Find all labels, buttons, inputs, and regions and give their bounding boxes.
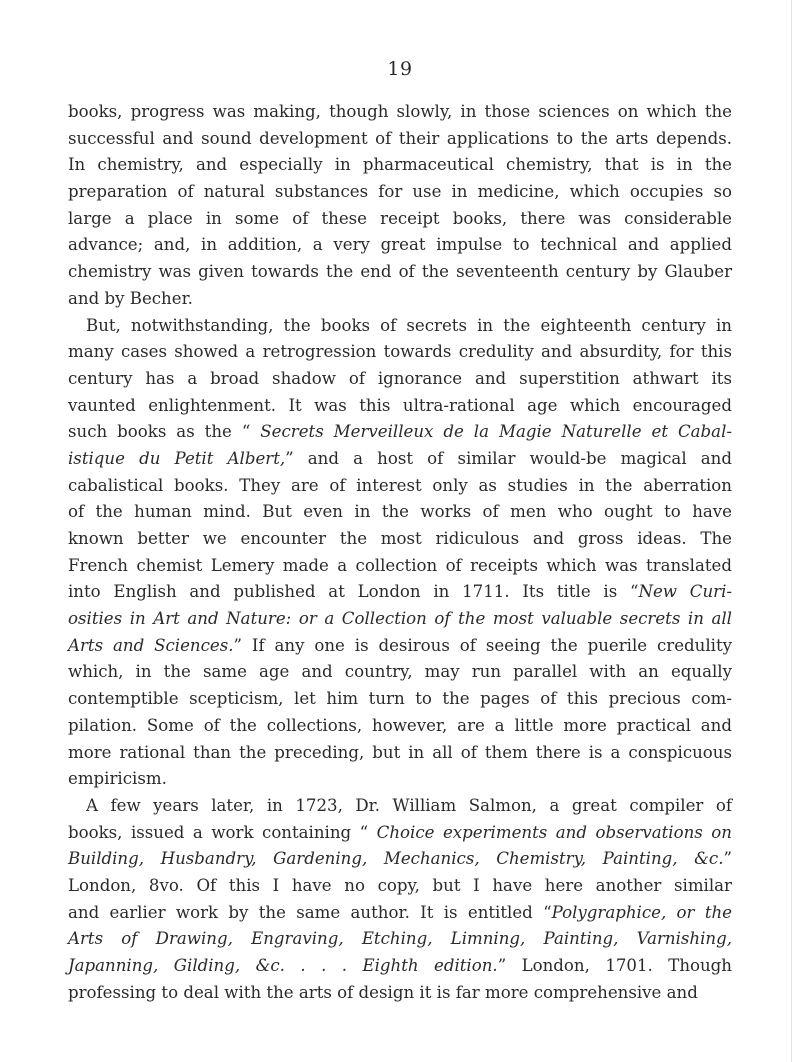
line-text: French chemist Lemery made a collection of receipts which was translated xyxy=(68,555,732,575)
page-number: 19 xyxy=(387,58,413,80)
body-text xyxy=(68,99,732,1006)
italic-title-text: Choice experiments and observations on xyxy=(376,822,732,842)
line-text: books, issued a work containing “ xyxy=(68,822,377,842)
line-text: London, 8vo. Of this I have no copy, but I have here another similar xyxy=(68,875,732,895)
text-line xyxy=(68,393,732,420)
text-line xyxy=(68,926,732,953)
text-line xyxy=(68,499,732,526)
text-line xyxy=(68,152,732,179)
line-text: A few years later, in 1723, Dr. William Salmon, a great compiler of xyxy=(86,795,732,815)
text-line xyxy=(68,473,732,500)
line-text: of the human mind. But even in the works of men who ought to have xyxy=(68,502,732,522)
italic-title-text: Secrets Merveilleux de la Magie Naturelle et Cabal- xyxy=(260,422,732,442)
text-line xyxy=(68,419,732,446)
text-line xyxy=(68,953,732,980)
text-line xyxy=(68,179,732,206)
text-line xyxy=(68,286,732,313)
text-line xyxy=(68,446,732,473)
text-line xyxy=(68,206,732,233)
italic-title-text: Arts and Sciences. xyxy=(68,635,234,655)
text-line xyxy=(68,633,732,660)
text-line xyxy=(68,606,732,633)
text-line xyxy=(68,980,732,1007)
line-text: and earlier work by the same author. It is entitled “ xyxy=(68,902,552,922)
line-text: pilation. Some of the collections, however, are a little more practical and xyxy=(68,715,732,735)
text-line xyxy=(68,900,732,927)
italic-title-text: New Curi- xyxy=(638,582,732,602)
text-line xyxy=(68,126,732,153)
text-line xyxy=(68,99,732,126)
line-text: ” London, 1701. Though xyxy=(497,956,732,975)
text-line xyxy=(68,793,732,820)
line-text: which, in the same age and country, may run parallel with an equally xyxy=(68,662,732,682)
line-text: contemptible scepticism, let him turn to the pages of this precious com- xyxy=(68,689,732,709)
line-text: preparation of natural substances for use in medicine, which occupies so xyxy=(68,182,732,202)
text-line xyxy=(68,686,732,713)
text-line xyxy=(68,659,732,686)
line-text: vaunted enlightenment. It was this ultra-rational age which encouraged xyxy=(68,395,732,415)
text-line xyxy=(68,232,732,259)
italic-title-text: istique du Petit Albert, xyxy=(68,448,286,468)
text-line xyxy=(68,846,732,873)
text-line xyxy=(68,339,732,366)
italic-title-text: Arts of Drawing, Engraving, Etching, Limning, Painting, Varnishing, xyxy=(68,929,732,949)
text-line xyxy=(68,713,732,740)
line-text: But, notwithstanding, the books of secrets in the eighteenth century in xyxy=(86,315,732,335)
text-line xyxy=(68,873,732,900)
line-text: chemistry was given towards the end of the seventeenth century by Glauber xyxy=(68,262,732,282)
line-text: ” and a host of similar would-be magical and xyxy=(285,448,732,468)
line-text: large a place in some of these receipt books, there was considerable xyxy=(68,208,732,228)
line-text: more rational than the preceding, but in all of them there is a conspicuous xyxy=(68,742,732,762)
italic-title-text: Polygraphice, or the xyxy=(551,902,732,922)
italic-title-text: Japanning, Gilding, &c. . . . Eighth edition. xyxy=(68,956,498,975)
line-text: cabalistical books. They are of interest only as studies in the aberration xyxy=(68,475,732,495)
line-text: ” xyxy=(723,849,732,869)
line-text: century has a broad shadow of ignorance and superstition athwart its xyxy=(68,368,732,388)
line-text: books, progress was making, though slowly, in those sciences on which the xyxy=(68,102,732,121)
line-text: professing to deal with the arts of design it is far more comprehensive and xyxy=(68,982,698,1002)
text-line xyxy=(68,259,732,286)
text-line xyxy=(68,313,732,340)
text-line xyxy=(68,366,732,393)
line-text: such books as the “ xyxy=(68,422,261,442)
line-text: successful and sound development of their applications to the arts depends. xyxy=(68,128,732,148)
italic-title-text: Building, Husbandry, Gardening, Mechanics, Chemistry, Painting, &c. xyxy=(68,849,724,869)
text-line xyxy=(68,526,732,553)
line-text: advance; and, in addition, a very great impulse to technical and applied xyxy=(68,235,732,255)
line-text: known better we encounter the most ridiculous and gross ideas. The xyxy=(68,529,732,548)
line-text: many cases showed a retrogression towards credulity and absurdity, for this xyxy=(68,342,732,362)
text-line xyxy=(68,553,732,580)
line-text: In chemistry, and especially in pharmaceutical chemistry, that is in the xyxy=(68,155,732,175)
italic-title-text: osities in Art and Nature: or a Collection of the most valuable secrets in all xyxy=(68,609,732,629)
text-line xyxy=(68,820,732,847)
line-text: into English and published at London in 1711. Its title is “ xyxy=(68,582,639,602)
line-text: ” If any one is desirous of seeing the puerile credulity xyxy=(233,635,732,655)
page-edge-divider xyxy=(791,0,792,1062)
line-text: and by Becher. xyxy=(68,288,193,308)
text-line xyxy=(68,766,732,793)
text-line xyxy=(68,579,732,606)
text-line xyxy=(68,740,732,767)
line-text: empiricism. xyxy=(68,769,167,789)
